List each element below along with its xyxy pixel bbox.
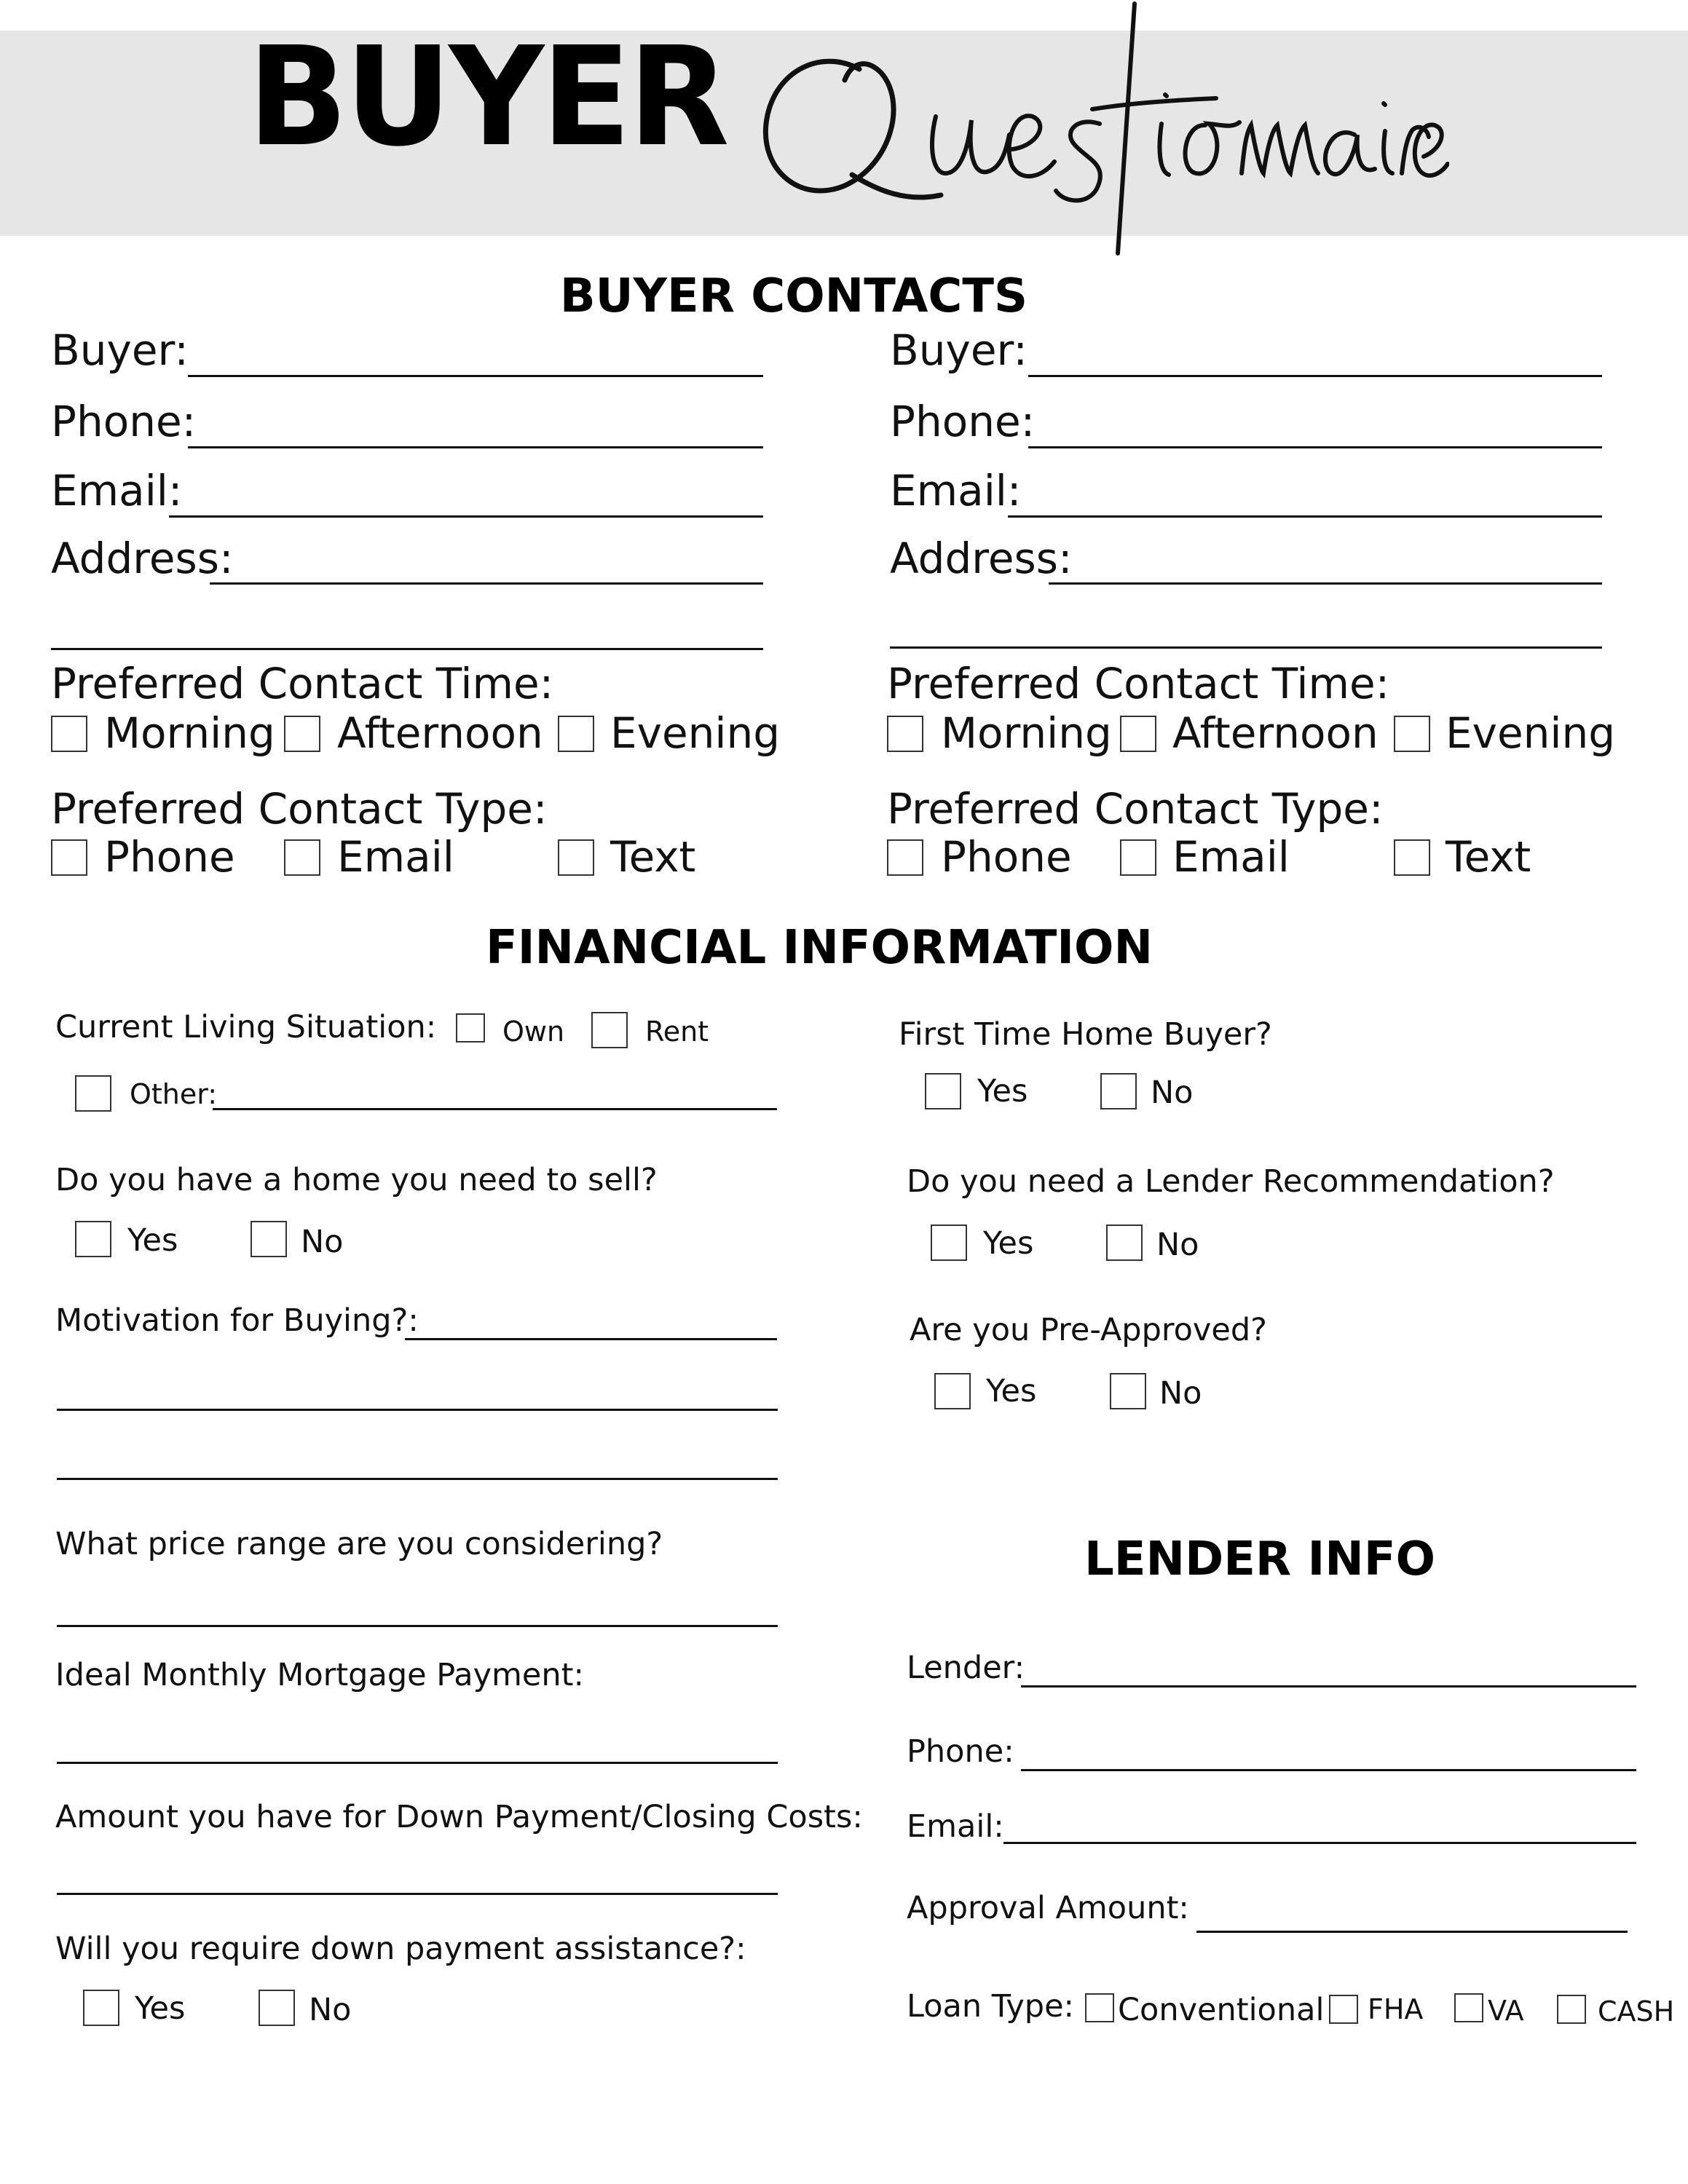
afternoon-label: Afternoon xyxy=(337,708,543,758)
assistance-yes-label: Yes xyxy=(135,1990,186,2027)
cash-checkbox[interactable] xyxy=(1557,1995,1586,2024)
down-payment-label: Amount you have for Down Payment/Closing Costs: xyxy=(55,1799,863,1835)
conventional-checkbox[interactable] xyxy=(1085,1993,1114,2022)
lender-rec-yes-checkbox[interactable] xyxy=(931,1224,967,1261)
address-2-field-line-2[interactable] xyxy=(890,646,1602,649)
price-range-question: What price range are you considering? xyxy=(55,1526,663,1562)
fha-label: FHA xyxy=(1368,1993,1424,2025)
first-time-yes-label: Yes xyxy=(977,1073,1028,1109)
email-2-field[interactable] xyxy=(1008,515,1602,518)
motivation-field-line-2[interactable] xyxy=(57,1409,778,1411)
preferred-contact-type-2-label: Preferred Contact Type: xyxy=(887,784,1384,834)
email-type-checkbox[interactable] xyxy=(284,839,320,876)
rent-label: Rent xyxy=(645,1016,709,1048)
lender-recommendation-question: Do you need a Lender Recommendation? xyxy=(907,1163,1555,1200)
va-checkbox[interactable] xyxy=(1454,1993,1483,2022)
pre-approved-yes-label: Yes xyxy=(986,1373,1037,1409)
mortgage-payment-label: Ideal Monthly Mortgage Payment: xyxy=(55,1657,584,1693)
assistance-yes-checkbox[interactable] xyxy=(83,1990,119,2026)
assistance-no-label: No xyxy=(309,1992,352,2028)
living-situation-label: Current Living Situation: xyxy=(55,1009,437,1045)
lender-email-label: Email: xyxy=(907,1808,1004,1845)
lender-phone-label: Phone: xyxy=(907,1733,1014,1770)
lender-field[interactable] xyxy=(1021,1685,1636,1688)
lender-rec-yes-label: Yes xyxy=(983,1225,1034,1262)
text-type-label: Text xyxy=(610,832,696,882)
morning-checkbox[interactable] xyxy=(51,716,87,752)
first-time-yes-checkbox[interactable] xyxy=(925,1073,961,1109)
title-script xyxy=(750,0,1449,262)
text-type-checkbox[interactable] xyxy=(558,839,594,876)
sell-yes-label: Yes xyxy=(127,1222,178,1259)
approval-amount-field[interactable] xyxy=(1196,1931,1628,1933)
afternoon-2-checkbox[interactable] xyxy=(1120,716,1156,752)
other-label: Other: xyxy=(130,1078,218,1110)
first-time-no-label: No xyxy=(1151,1075,1194,1111)
sell-yes-checkbox[interactable] xyxy=(75,1221,111,1257)
price-range-field[interactable] xyxy=(57,1625,778,1627)
mortgage-payment-field[interactable] xyxy=(57,1762,778,1764)
lender-phone-field[interactable] xyxy=(1021,1769,1636,1771)
financial-info-heading: FINANCIAL INFORMATION xyxy=(485,921,1153,975)
first-time-no-checkbox[interactable] xyxy=(1100,1073,1137,1109)
rent-checkbox[interactable] xyxy=(591,1012,628,1048)
assistance-no-checkbox[interactable] xyxy=(259,1990,295,2026)
motivation-field-line-3[interactable] xyxy=(57,1478,778,1480)
pre-approved-yes-checkbox[interactable] xyxy=(934,1373,971,1409)
lender-email-field[interactable] xyxy=(1003,1842,1636,1844)
lender-label: Lender: xyxy=(907,1650,1025,1686)
morning-2-checkbox[interactable] xyxy=(887,716,923,752)
pre-approved-no-label: No xyxy=(1159,1375,1202,1412)
buyer-2-field[interactable] xyxy=(1028,375,1602,377)
text-type-2-checkbox[interactable] xyxy=(1394,839,1430,876)
phone-2-label: Phone: xyxy=(890,397,1036,446)
preferred-contact-time-label: Preferred Contact Time: xyxy=(51,659,554,708)
phone-type-checkbox[interactable] xyxy=(51,839,87,876)
title-buyer: BUYER xyxy=(248,17,727,177)
pre-approved-question: Are you Pre-Approved? xyxy=(910,1312,1267,1348)
approval-amount-label: Approval Amount: xyxy=(907,1890,1189,1926)
phone-field[interactable] xyxy=(188,446,763,448)
lender-rec-no-label: No xyxy=(1156,1227,1199,1263)
text-type-2-label: Text xyxy=(1446,832,1531,882)
address-field[interactable] xyxy=(210,582,763,585)
own-checkbox[interactable] xyxy=(456,1013,485,1042)
morning-label: Morning xyxy=(104,708,275,758)
sell-no-label: No xyxy=(301,1224,344,1260)
address-field-line-2[interactable] xyxy=(51,648,763,650)
email-2-label: Email: xyxy=(890,466,1022,515)
sell-no-checkbox[interactable] xyxy=(251,1221,287,1257)
email-label: Email: xyxy=(51,466,183,515)
evening-2-checkbox[interactable] xyxy=(1394,716,1430,752)
other-field[interactable] xyxy=(213,1108,777,1110)
assistance-question: Will you require down payment assistance?: xyxy=(55,1931,746,1967)
afternoon-2-label: Afternoon xyxy=(1172,708,1379,758)
first-time-buyer-question: First Time Home Buyer? xyxy=(899,1016,1272,1053)
va-label: VA xyxy=(1488,1995,1524,2027)
phone-type-label: Phone xyxy=(104,832,235,882)
evening-label: Evening xyxy=(610,708,781,758)
morning-2-label: Morning xyxy=(941,708,1112,758)
cash-label: CASH xyxy=(1598,1995,1675,2027)
phone-label: Phone: xyxy=(51,397,197,446)
address-label: Address: xyxy=(51,534,234,583)
buyer-2-label: Buyer: xyxy=(890,325,1028,375)
afternoon-checkbox[interactable] xyxy=(284,716,320,752)
phone-type-2-label: Phone xyxy=(941,832,1072,882)
own-label: Own xyxy=(502,1016,565,1048)
preferred-contact-type-label: Preferred Contact Type: xyxy=(51,784,548,834)
lender-info-heading: LENDER INFO xyxy=(1084,1532,1435,1586)
fha-checkbox[interactable] xyxy=(1329,1995,1358,2024)
preferred-contact-time-2-label: Preferred Contact Time: xyxy=(887,659,1390,708)
evening-checkbox[interactable] xyxy=(558,716,594,752)
address-2-label: Address: xyxy=(890,534,1073,583)
conventional-label: Conventional xyxy=(1118,1992,1325,2028)
motivation-label: Motivation for Buying?: xyxy=(55,1302,419,1339)
lender-rec-no-checkbox[interactable] xyxy=(1106,1224,1143,1261)
sell-home-question: Do you have a home you need to sell? xyxy=(55,1162,658,1198)
down-payment-field[interactable] xyxy=(57,1893,778,1895)
other-checkbox[interactable] xyxy=(75,1075,111,1112)
buyer-field[interactable] xyxy=(188,375,763,377)
evening-2-label: Evening xyxy=(1446,708,1616,758)
phone-2-field[interactable] xyxy=(1028,446,1602,448)
loan-type-label: Loan Type: xyxy=(907,1988,1075,2025)
email-type-2-label: Email xyxy=(1172,832,1290,882)
phone-type-2-checkbox[interactable] xyxy=(887,839,923,876)
buyer-label: Buyer: xyxy=(51,325,189,375)
buyer-contacts-heading: BUYER CONTACTS xyxy=(559,269,1028,323)
email-field[interactable] xyxy=(169,515,763,518)
email-type-label: Email xyxy=(337,832,454,882)
email-type-2-checkbox[interactable] xyxy=(1120,839,1156,876)
motivation-field[interactable] xyxy=(405,1338,777,1340)
address-2-field[interactable] xyxy=(1049,582,1602,585)
pre-approved-no-checkbox[interactable] xyxy=(1110,1373,1146,1409)
